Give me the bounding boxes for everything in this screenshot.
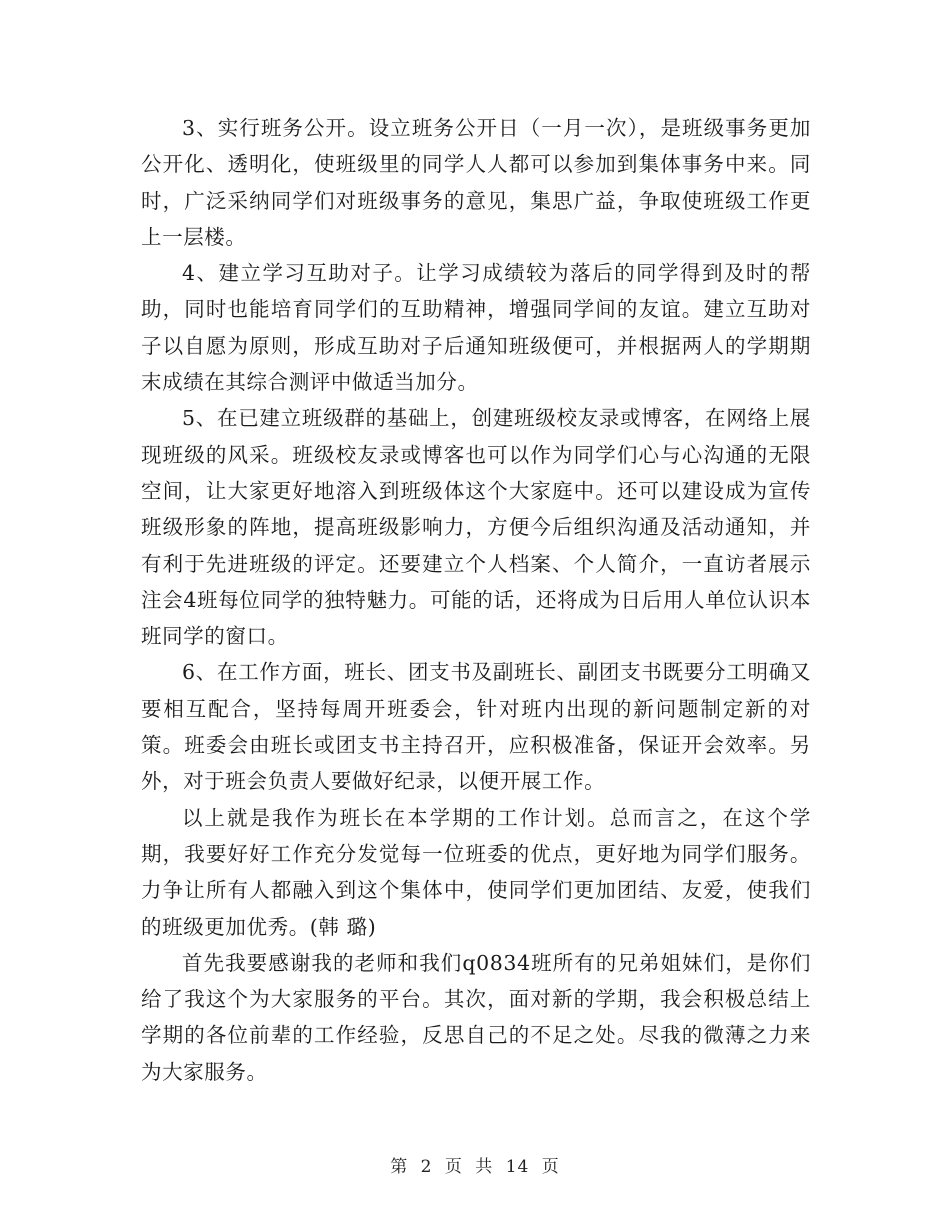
paragraph-summary: 以上就是我作为班长在本学期的工作计划。总而言之，在这个学期，我要好好工作充分发觉每一位班委的优点，更好地为同学们服务。力争让所有人都融入到这个集体中，使同学们更加团结、友爱，使我们的班级更加优秀。(韩 璐) (141, 805, 811, 939)
page-footer (0, 1152, 950, 1177)
paragraph-item-6: 6、在工作方面，班长、团支书及副班长、副团支书既要分工明确又要相互配合，坚持每周开班委会，针对班内出现的新问题制定新的对策。班委会由班长或团支书主持召开，应积极准备，保证开会效率。另外，对于班会负责人要做好纪录，以便开展工作。 (141, 660, 811, 794)
footer-suffix: 页 (541, 1157, 560, 1177)
footer-prefix: 第 (390, 1157, 409, 1177)
footer-total-label: 共 (475, 1157, 494, 1177)
document-body (141, 110, 811, 1090)
footer-page-label: 页 (444, 1157, 463, 1177)
paragraph-item-5: 5、在已建立班级群的基础上，创建班级校友录或博客，在网络上展现班级的风采。班级校友录或博客也可以作为同学们心与心沟通的无限空间，让大家更好地溶入到班级体这个大家庭中。还可以建设成为宣传班级形象的阵地，提高班级影响力，方便今后组织沟通及活动通知，并有利于先进班级的评定。还要建立个人档案、个人简介，一直访者展示注会4班每位同学的独特魅力。可能的话，还将成为日后用人单位认识本班同学的窗口。 (141, 406, 811, 649)
footer-total-pages: 14 (505, 1157, 530, 1177)
footer-page-number: 2 (420, 1157, 433, 1177)
paragraph-thanks: 首先我要感谢我的老师和我们q0834班所有的兄弟姐妹们，是你们给了我这个为大家服务的平台。其次，面对新的学期，我会积极总结上学期的各位前辈的工作经验，反思自己的不足之处。尽我的微薄之力来为大家服务。 (141, 950, 811, 1084)
paragraph-item-3: 3、实行班务公开。设立班务公开日（一月一次），是班级事务更加公开化、透明化，使班级里的同学人人都可以参加到集体事务中来。同时，广泛采纳同学们对班级事务的意见，集思广益，争取使班级工作更上一层楼。 (141, 116, 811, 249)
paragraph-item-4: 4、建立学习互助对子。让学习成绩较为落后的同学得到及时的帮助，同时也能培育同学们的互助精神，增强同学间的友谊。建立互助对子以自愿为原则，形成互助对子后通知班级便可，并根据两人的学期期末成绩在其综合测评中做适当加分。 (141, 261, 811, 395)
